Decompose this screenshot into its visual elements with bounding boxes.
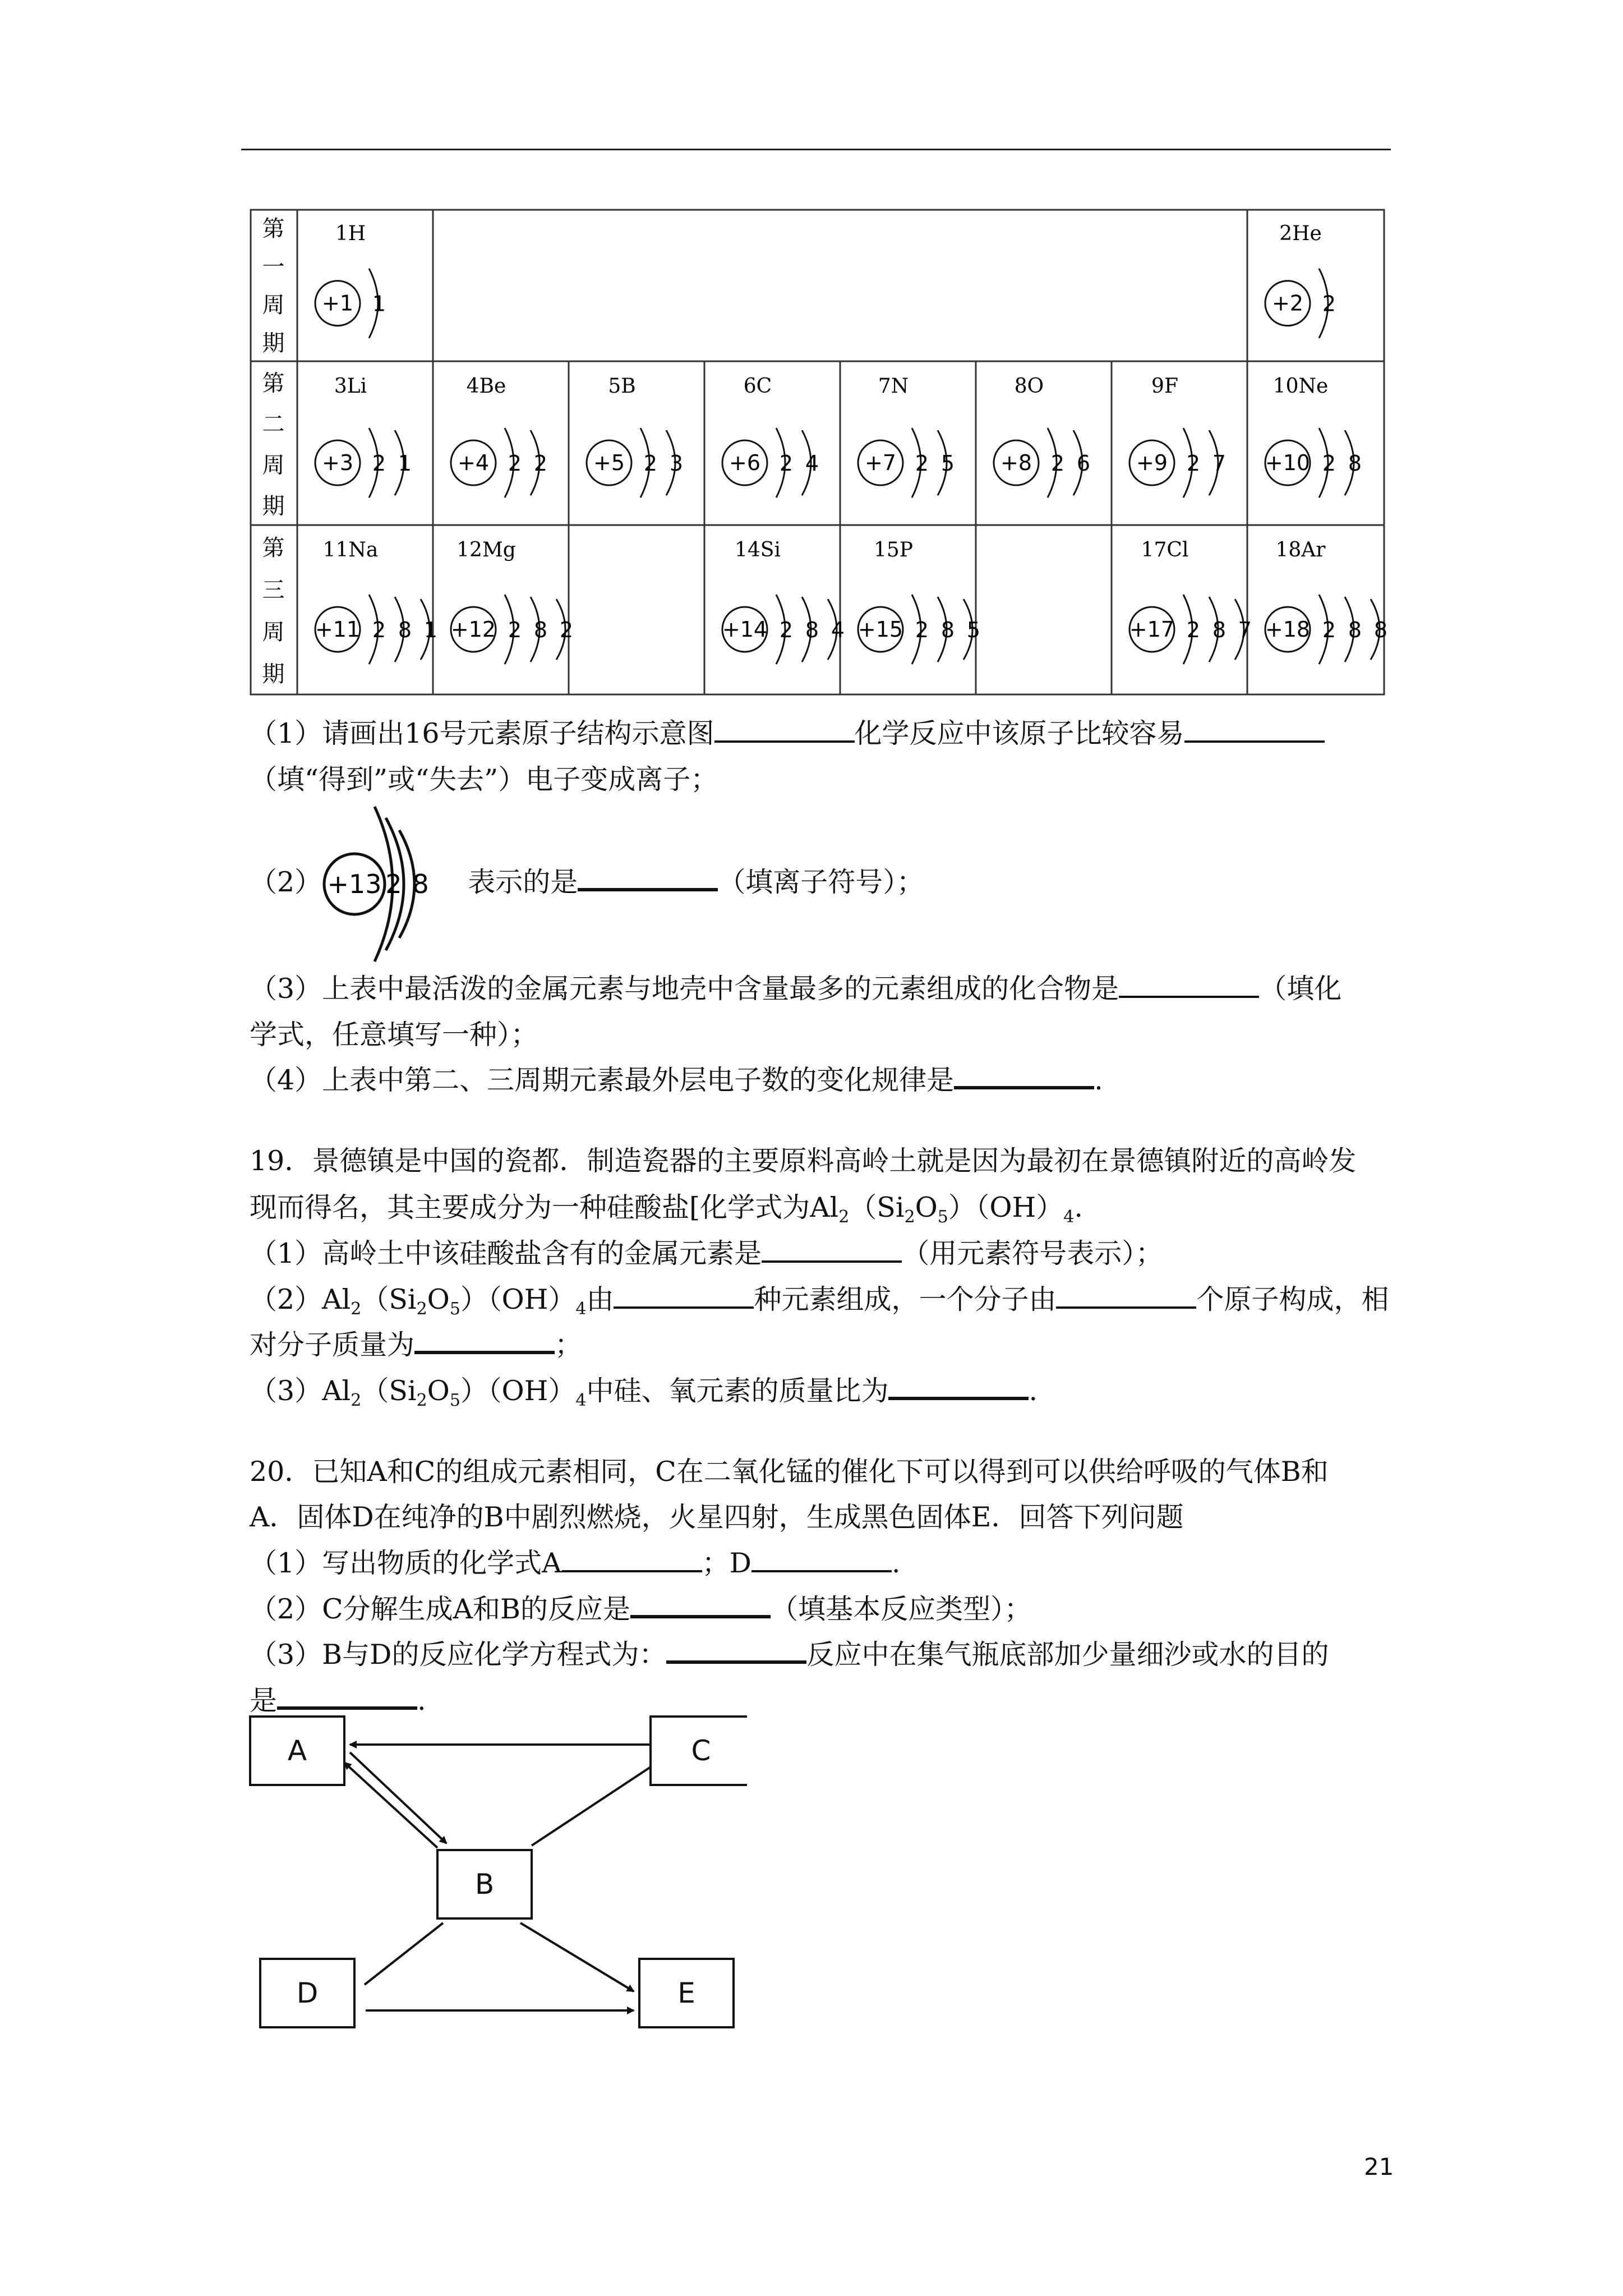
node-a-label: A	[287, 1734, 307, 1767]
al-ion-structure-diagram	[314, 795, 449, 964]
q19-part2-cont: 对分子质量为 ；	[250, 1323, 1394, 1368]
nucleus-charge: +11	[315, 617, 361, 642]
element-cell	[1265, 375, 1362, 498]
shell-electron-count: 6	[1076, 451, 1091, 476]
svg-text:2: 2	[385, 869, 402, 899]
shell-electron-count: 2	[1050, 451, 1065, 476]
line-c-to-b	[532, 1767, 651, 1846]
q19-part3: $(3)Al_2(Si_2O_5)(OH)_4$中硅、氧元素的质量比为 .	[250, 1369, 1394, 1414]
shell-electron-count: 2	[533, 451, 548, 476]
answer-blank[interactable]	[1056, 1279, 1196, 1309]
header-rule	[241, 149, 1391, 150]
element-label: 17Cl	[1141, 539, 1189, 562]
element-label: 12Mg	[457, 539, 516, 562]
period-label-char: 期	[262, 330, 285, 356]
element-cell	[587, 375, 683, 498]
shell-electron-count: 3	[669, 451, 684, 476]
period-label-char: 第	[262, 370, 285, 397]
answer-blank[interactable]	[1119, 968, 1259, 998]
element-cell	[858, 375, 955, 498]
shell-electron-count: 2	[508, 451, 522, 476]
shell-electron-count: 8	[1373, 618, 1388, 642]
element-cell	[722, 539, 845, 664]
element-label: 9F	[1151, 375, 1178, 398]
shell-electron-count: 4	[831, 618, 845, 642]
answer-blank[interactable]	[666, 1633, 806, 1664]
nucleus-charge: +5	[593, 450, 625, 476]
q18-part3: （3）上表中最活泼的金属元素与地壳中含量最多的元素组成的化合物是 （填化	[250, 967, 1394, 1011]
shell-electron-count: 2	[1322, 291, 1336, 316]
substance-relation-diagram	[247, 1705, 751, 2053]
element-label: 6C	[743, 375, 772, 398]
answer-blank[interactable]	[954, 1059, 1094, 1089]
shell-electron-count: 2	[779, 618, 794, 642]
shell-electron-count: 8	[1348, 451, 1362, 476]
shell-electron-count: 1	[423, 618, 438, 642]
page-number: 21	[1364, 2153, 1394, 2180]
element-label: 10Ne	[1272, 375, 1329, 398]
element-label: 18Ar	[1275, 539, 1326, 562]
element-label: 14Si	[735, 539, 781, 562]
answer-blank[interactable]	[614, 1279, 754, 1309]
period-label-char: 期	[262, 493, 285, 519]
nucleus-charge: +18	[1265, 617, 1311, 642]
nucleus-charge: +9	[1136, 450, 1168, 476]
element-cell	[315, 375, 412, 498]
element-label: 11Na	[322, 539, 379, 562]
shell-electron-count: 5	[940, 451, 955, 476]
shell-electron-count: 7	[1238, 618, 1252, 642]
q18-part3-cont: 学式，任意填写一种）；	[250, 1019, 538, 1051]
shell-electron-count: 2	[915, 451, 929, 476]
shell-electron-count: 1	[398, 451, 412, 476]
period-label-char: 第	[262, 215, 285, 242]
element-cell	[451, 375, 547, 498]
shell-electron-count: 8	[533, 618, 548, 642]
q20-part2: （2）C分解生成A和B的反应是 （填基本反应类型）；	[250, 1587, 1394, 1632]
q19-part1: （1）高岭土中该硅酸盐含有的金属元素是 （用元素符号表示）；	[250, 1231, 1394, 1276]
answer-blank[interactable]	[414, 1323, 555, 1354]
q20-part3-cont: 是 .	[250, 1678, 1394, 1723]
shell-electron-count: 8	[805, 618, 819, 642]
shell-electron-count: 8	[398, 618, 412, 642]
nucleus-charge: +6	[728, 450, 761, 476]
answer-blank[interactable]	[562, 1543, 702, 1572]
shell-electron-count: 8	[1348, 618, 1362, 642]
element-cell	[1129, 539, 1252, 664]
q18-part1: （1）请画出16号元素原子结构示意图 化学反应中该原子比较容易	[250, 711, 1394, 756]
shell-electron-count: 8	[940, 618, 955, 642]
element-cell	[315, 222, 386, 338]
q20-stem-line2: A．固体D在纯净的B中剧烈燃烧，火星四射，生成黑色固体E．回答下列问题	[250, 1501, 1184, 1533]
answer-blank[interactable]	[751, 1543, 892, 1572]
shell-electron-count: 2	[779, 451, 794, 476]
shell-electron-count: 2	[508, 618, 522, 642]
period-label-char: 第	[262, 535, 285, 561]
element-cell	[858, 539, 980, 664]
period-label-char: 周	[262, 619, 285, 645]
node-d-label: D	[296, 1977, 319, 2009]
element-cell	[994, 375, 1090, 498]
shell-electron-count: 2	[559, 618, 574, 642]
shell-electron-count: 8	[1212, 618, 1227, 642]
element-cell	[1265, 539, 1387, 664]
q18-part4: （4）上表中第二、三周期元素最外层电子数的变化规律是 .	[250, 1058, 1394, 1103]
nucleus-charge: +12	[450, 617, 496, 642]
shell-electron-count: 1	[372, 291, 386, 316]
element-label: 3Li	[334, 375, 367, 398]
shell-electron-count: 2	[915, 618, 929, 642]
line-b-to-d	[365, 1923, 443, 1985]
node-b-label: B	[474, 1868, 495, 1901]
period-label-char: 一	[262, 254, 285, 280]
element-label: 15P	[873, 539, 914, 562]
periodic-table	[250, 209, 1388, 702]
q18-part2: （2） 表示的是 （填离子符号）；	[250, 860, 1394, 905]
al-nucleus-text: +13	[327, 869, 382, 899]
answer-blank[interactable]	[578, 861, 718, 891]
nucleus-charge: +4	[457, 450, 490, 476]
q19-stem-line1: 19．景德镇是中国的瓷都．制造瓷器的主要原料高岭土就是因为最初在景德镇附近的高岭发	[250, 1145, 1357, 1177]
arrow-b-to-a	[344, 1763, 437, 1848]
shell-electron-count: 2	[1322, 451, 1336, 476]
q19-part2: $(2)Al_2(Si_2O_5)(OH)_4$由 种元素组成，一个分子由 个原子构成，相	[250, 1277, 1394, 1322]
shell-electron-count: 5	[966, 618, 981, 642]
shell-electron-count: 4	[805, 451, 819, 476]
arrow-b-to-e	[520, 1923, 634, 1991]
q20-part1: （1）写出物质的化学式A ；D .	[250, 1541, 1394, 1586]
element-cell	[1129, 375, 1226, 498]
nucleus-charge: +17	[1129, 617, 1175, 642]
q18-part1-cont: （填“得到”或“失去”）电子变成离子；	[250, 763, 718, 795]
answer-blank[interactable]	[888, 1369, 1029, 1400]
shell-electron-count: 2	[643, 451, 658, 476]
period-label-char: 三	[262, 577, 285, 603]
nucleus-charge: +1	[321, 291, 354, 316]
element-cell	[315, 539, 437, 664]
shell-electron-count: 2	[1186, 618, 1201, 642]
nucleus-charge: +8	[1000, 450, 1032, 476]
element-label: 2He	[1279, 222, 1322, 245]
nucleus-charge: +15	[857, 617, 903, 642]
element-label: 1H	[335, 222, 366, 245]
element-label: 5B	[608, 375, 636, 398]
answer-blank[interactable]	[630, 1588, 771, 1618]
q20-part3: （3）B与D的反应化学方程式为： 反应中在集气瓶底部加少量细沙或水的目的	[250, 1632, 1394, 1677]
element-cell	[451, 539, 573, 664]
period-label-char: 周	[262, 452, 285, 478]
element-label: 7N	[878, 375, 909, 398]
nucleus-charge: +3	[321, 450, 354, 476]
shell-electron-count: 2	[1186, 451, 1201, 476]
shell-electron-count: 7	[1212, 451, 1227, 476]
answer-blank[interactable]	[762, 1233, 902, 1263]
node-e-label: E	[677, 1977, 695, 2009]
nucleus-charge: +7	[864, 450, 897, 476]
nucleus-charge: +10	[1265, 450, 1311, 476]
element-label: 4Be	[466, 375, 506, 398]
node-c-label: C	[691, 1734, 711, 1767]
shell-electron-count: 2	[372, 451, 386, 476]
element-label: 8O	[1014, 375, 1044, 398]
shell-electron-count: 2	[1322, 618, 1336, 642]
nucleus-charge: +14	[722, 617, 768, 642]
q20-stem-line1: 20．已知A和C的组成元素相同，C在二氧化锰的催化下可以得到可以供给呼吸的气体B和	[250, 1456, 1329, 1488]
period-label-char: 期	[262, 661, 285, 687]
element-cell	[722, 375, 819, 498]
period-label-char: 周	[262, 292, 285, 318]
q19-stem-line2: 现而得名，其主要成分为一种硅酸盐[化学式为$Al_2(Si_2O_5)(OH)_4$.	[250, 1191, 1083, 1227]
answer-blank[interactable]	[714, 713, 855, 743]
svg-text:8: 8	[412, 869, 429, 899]
arrow-a-to-b	[350, 1752, 446, 1843]
nucleus-charge: +2	[1271, 291, 1304, 316]
shell-electron-count: 2	[372, 618, 386, 642]
element-cell	[1265, 222, 1336, 338]
period-label-char: 二	[262, 411, 285, 438]
answer-blank[interactable]	[1184, 713, 1325, 743]
